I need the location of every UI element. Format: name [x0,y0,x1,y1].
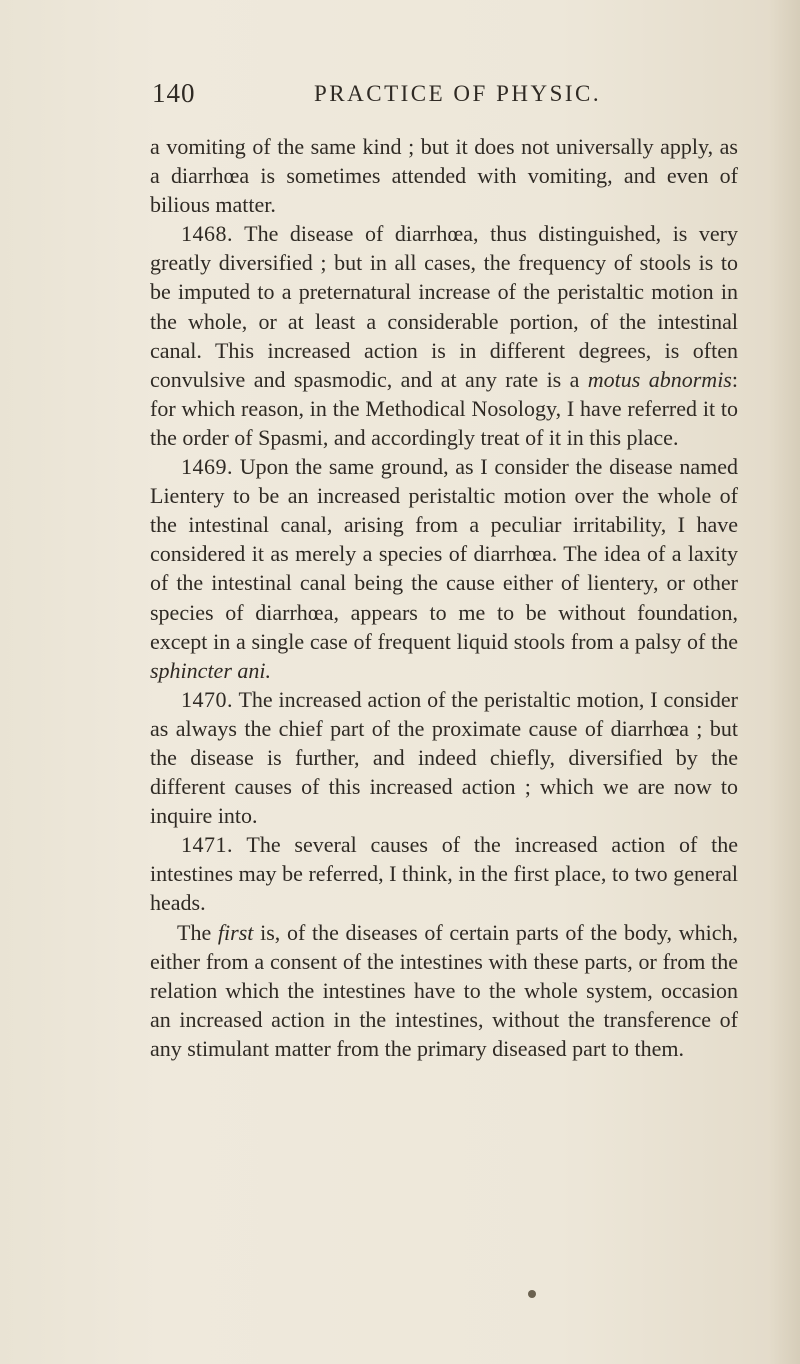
paragraph-text: The disease of diarrhœa, thus distinguished, is very greatly diversified ; but in all cases, the frequency of stools is to be imputed to a preternatural increase of the peristaltic motion in the whole, or at least a considerable portion, of the intestinal canal. This increased action is in different degrees, is often convulsive and spasmodic, and at any rate is a [150,221,738,392]
paragraph-1468 [150,219,738,452]
paragraph-text: Upon the same ground, as I consider the disease named Lientery to be an increased peristaltic motion over the whole of the intestinal canal, arising from a peculiar irritability, I have considered it as merely a species of diarrhœa. The idea of a laxity of the intestinal canal being the cause either of lientery, or other species of diarrhœa, appears to me to be without foundation, except in a single case of frequent liquid stools from a palsy of the [150,454,738,654]
paragraph-number: 1468. [181,221,233,247]
paragraph-number: 1471. [181,832,233,858]
paragraph-1470 [150,685,738,830]
italic-term: first [217,919,254,945]
paragraph-continuation [150,132,738,219]
ink-speck [528,1290,536,1298]
paragraph-1471 [150,830,738,917]
paragraph-1469 [150,452,738,685]
paragraph-text: The increased action of the peristaltic motion, I consider as always the chief part of the proximate cause of diarrhœa ; but the disease is further, and indeed chiefly, diversified by the different causes of this increased action ; which we are now to inquire into. [150,686,738,829]
page-header [152,78,710,114]
paragraph-number: 1469. [181,454,233,480]
running-head: PRACTICE OF PHYSIC. [314,81,602,106]
paragraph-text: a vomiting of the same kind ; but it does not universally apply, as a diarrhœa is sometimes attended with vomiting, and even of bilious matter. [150,134,738,218]
italic-term: sphincter ani. [150,657,271,683]
paragraph-text: is, of the diseases of certain parts of the body, which, either from a consent of the intestines with these parts, or from the relation which the intestines have to the whole system, occasion an increased action in the intestines, without the transference of any stimulant matter from the primary diseased part to them. [150,919,738,1061]
paragraph-number: 1470. [181,686,233,712]
italic-term: motus abnormis [587,366,732,392]
paragraph-text: The [177,919,212,945]
paragraph-text: The several causes of the increased action of the intestines may be referred, I think, in the first place, to two general heads. [150,832,738,916]
page-number: 140 [152,78,196,108]
paragraph-first-cause [150,918,738,1063]
paragraph-text: : for which reason, in the Methodical Nosology, I have referred it to the order of Spasmi, and accordingly treat of it in this place. [150,366,738,450]
body-text [150,132,738,1063]
